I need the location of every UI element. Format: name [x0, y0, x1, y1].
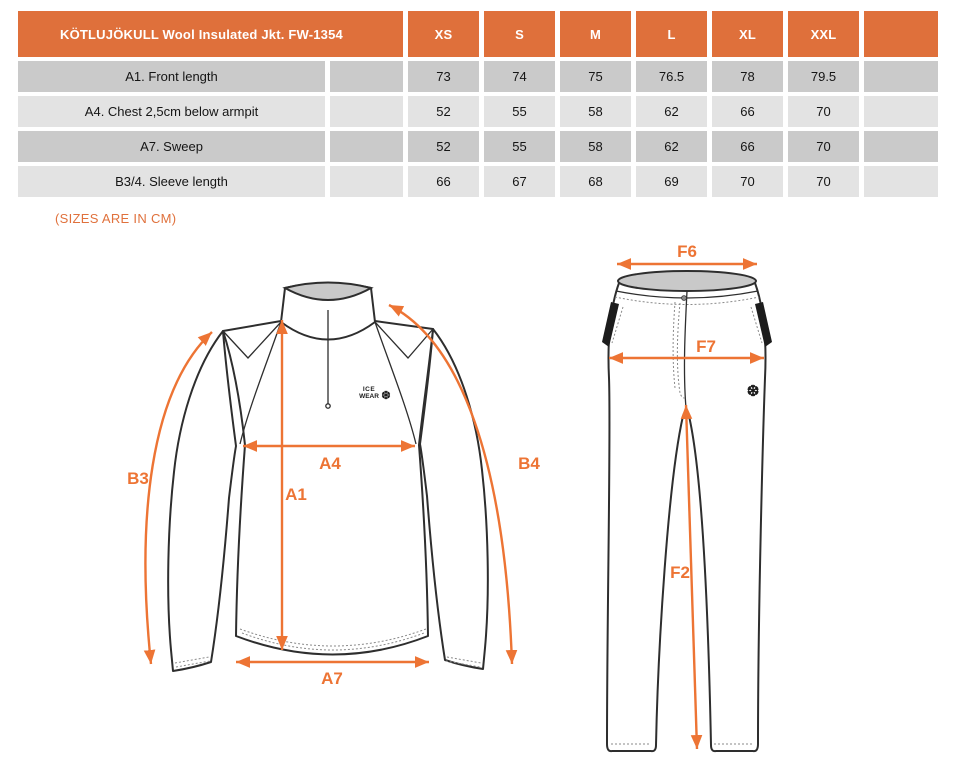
jacket-right-sleeve	[420, 329, 488, 669]
size-value: 52	[408, 131, 479, 162]
size-value: 58	[560, 96, 631, 127]
blank-cell	[864, 166, 938, 197]
label-f6: F6	[677, 242, 697, 261]
size-value: 66	[712, 131, 783, 162]
blank-cell	[864, 61, 938, 92]
label-a1: A1	[285, 485, 307, 504]
jacket-left-sleeve	[168, 331, 236, 671]
row-label: A1. Front length	[18, 61, 325, 92]
row-label: B3/4. Sleeve length	[18, 166, 325, 197]
blank-cell	[864, 131, 938, 162]
blank-cell	[330, 166, 403, 197]
size-value: 74	[484, 61, 555, 92]
measurement-diagram	[0, 230, 960, 783]
jacket-drawing	[127, 283, 540, 689]
row-label: A4. Chest 2,5cm below armpit	[18, 96, 325, 127]
snowflake-icon: ❆	[381, 390, 391, 402]
header-row	[18, 11, 938, 57]
blank-cell	[864, 96, 938, 127]
size-value: 70	[788, 96, 859, 127]
col-header-xxl: XXL	[788, 11, 859, 57]
zipper-pull	[326, 404, 330, 408]
pants-body	[607, 283, 766, 751]
size-value: 69	[636, 166, 707, 197]
logo-text-wear: WEAR	[359, 393, 379, 400]
size-value: 68	[560, 166, 631, 197]
size-value: 58	[560, 131, 631, 162]
size-value: 66	[408, 166, 479, 197]
size-value: 70	[712, 166, 783, 197]
size-table	[13, 7, 943, 201]
col-header-s: S	[484, 11, 555, 57]
label-f2: F2	[670, 563, 690, 582]
blank-cell	[330, 61, 403, 92]
col-header-m: M	[560, 11, 631, 57]
size-value: 62	[636, 131, 707, 162]
size-value: 73	[408, 61, 479, 92]
size-value: 62	[636, 96, 707, 127]
pants-waist-opening	[618, 271, 756, 291]
size-value: 79.5	[788, 61, 859, 92]
table-row	[18, 166, 938, 197]
blank-cell	[330, 96, 403, 127]
size-value: 52	[408, 96, 479, 127]
size-value: 70	[788, 131, 859, 162]
size-value: 76.5	[636, 61, 707, 92]
row-label: A7. Sweep	[18, 131, 325, 162]
blank-cell	[330, 131, 403, 162]
logo-text-ice: ICE	[362, 386, 376, 393]
size-value: 66	[712, 96, 783, 127]
size-value: 55	[484, 96, 555, 127]
table-title: KÖTLUJÖKULL Wool Insulated Jkt. FW-1354	[18, 11, 403, 57]
sizes-note: (SIZES ARE IN CM)	[55, 211, 177, 226]
waist-button	[682, 296, 687, 301]
label-a7: A7	[321, 669, 343, 688]
col-header-xs: XS	[408, 11, 479, 57]
table-row	[18, 61, 938, 92]
label-f7: F7	[696, 337, 716, 356]
table-row	[18, 96, 938, 127]
size-value: 70	[788, 166, 859, 197]
col-header-xl: XL	[712, 11, 783, 57]
label-a4: A4	[319, 454, 341, 473]
col-header-blank	[864, 11, 938, 57]
size-value: 75	[560, 61, 631, 92]
snowflake-icon: ❆	[746, 383, 760, 400]
pants-drawing	[602, 242, 772, 751]
label-b3: B3	[127, 469, 149, 488]
col-header-l: L	[636, 11, 707, 57]
table-row	[18, 131, 938, 162]
size-value: 78	[712, 61, 783, 92]
size-value: 67	[484, 166, 555, 197]
label-b4: B4	[518, 454, 540, 473]
size-value: 55	[484, 131, 555, 162]
